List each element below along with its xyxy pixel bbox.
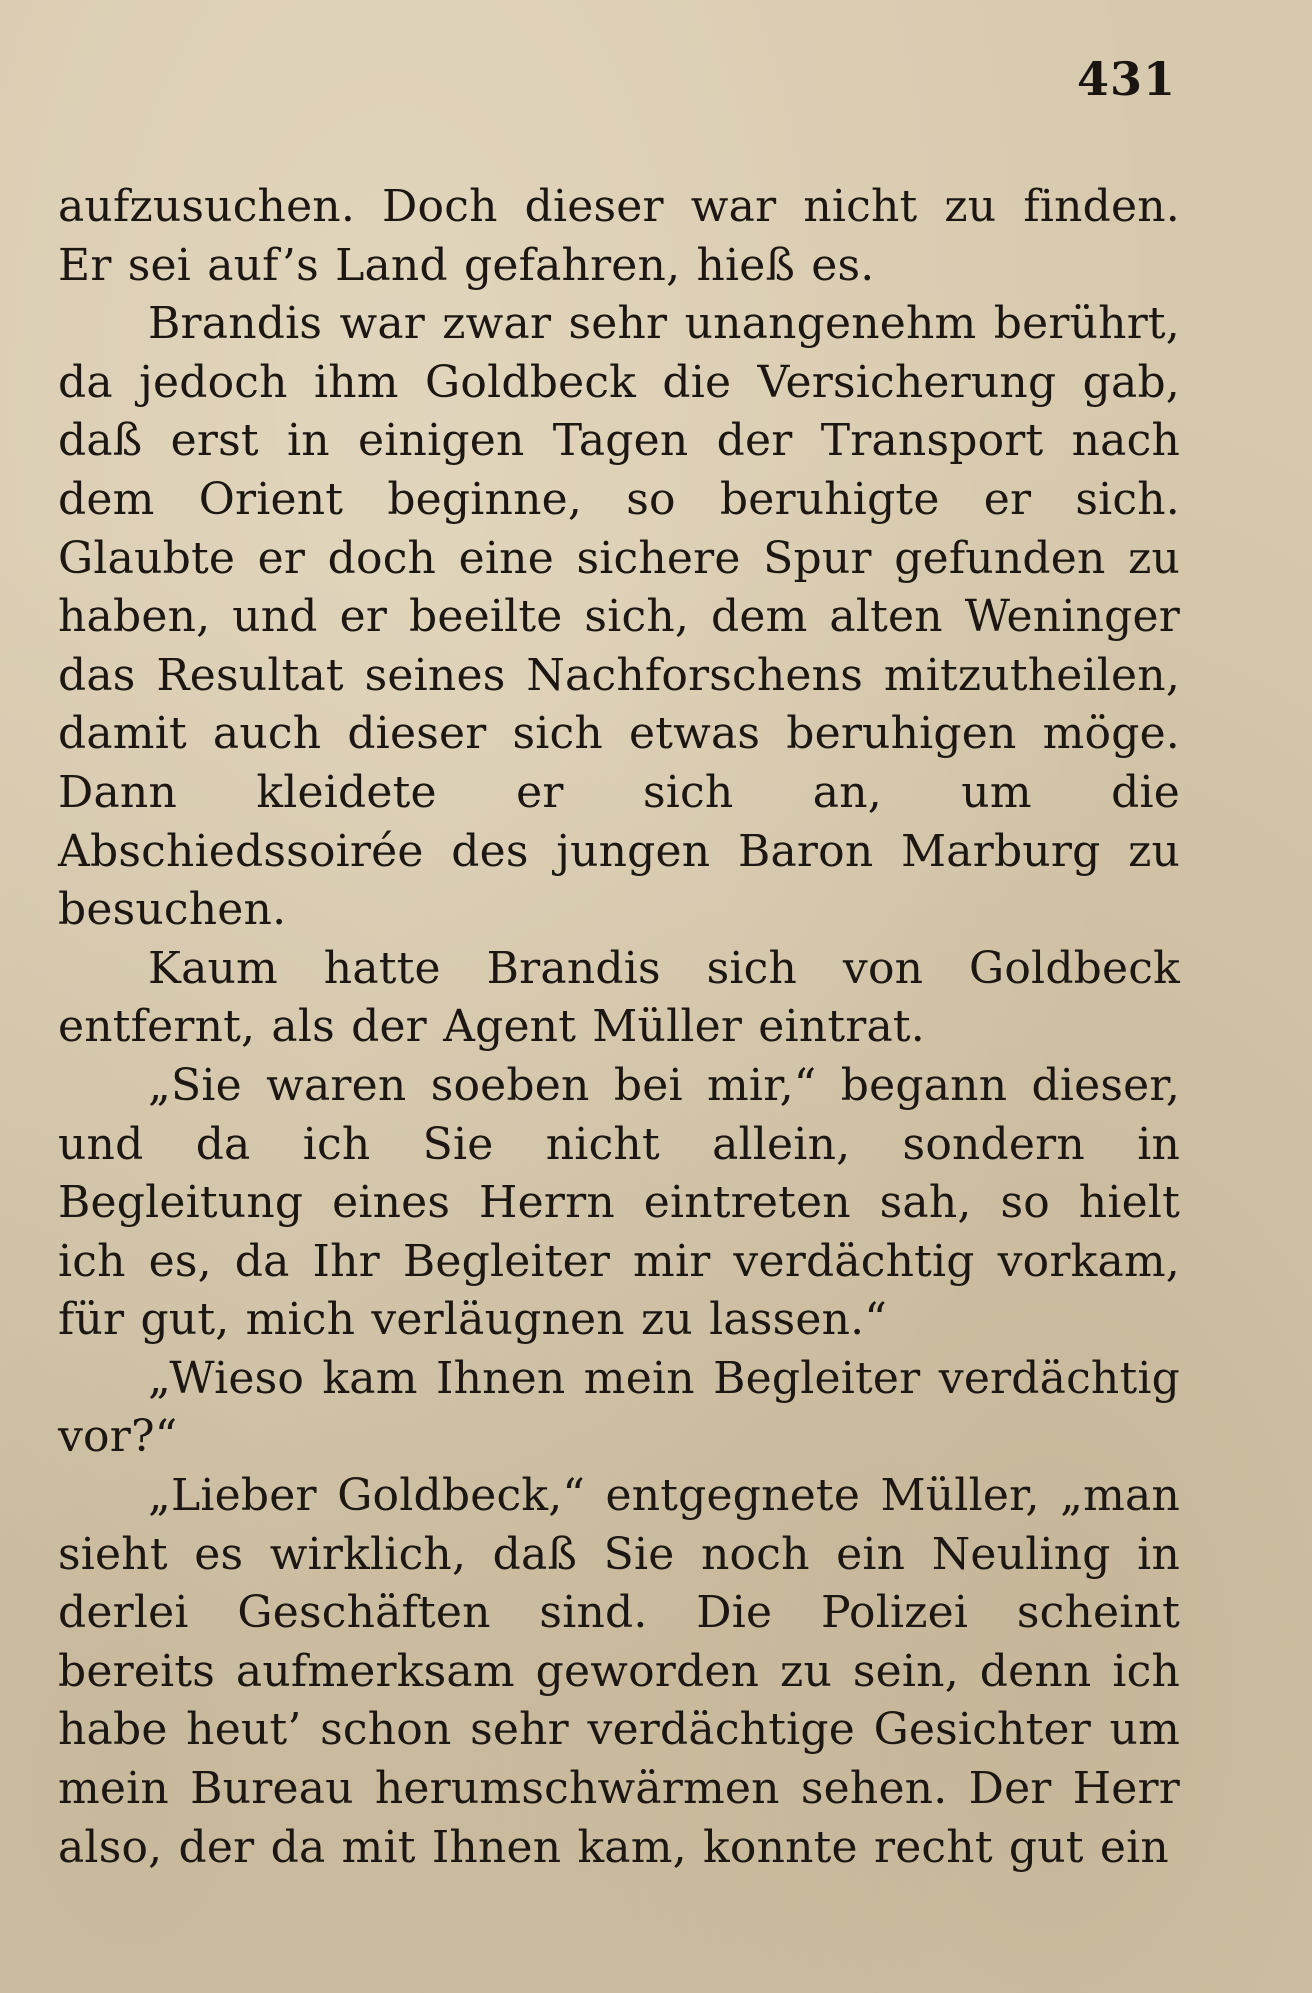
paragraph-4: „Sie waren soeben bei mir,“ begann dieser, und da ich Sie nicht allein, sondern in Begleitung eines Herrn eintreten sah, so hielt ich es, da Ihr Begleiter mir verdächtig vorkam, für gut, mich verläugnen zu lassen.“: [58, 1059, 1180, 1346]
paragraph-3: Kaum hatte Brandis sich von Goldbeck entfernt, als der Agent Müller eintrat.: [58, 942, 1180, 1053]
body-text: [58, 178, 1180, 1877]
paragraph-2: Brandis war zwar sehr unangenehm berührt, da jedoch ihm Goldbeck die Versicherung gab, daß erst in einigen Tagen der Transport nach dem Orient beginne, so beruhigte er sich. Glaubte er doch eine sichere Spur gefunden zu haben, und er beeilte sich, dem alten Weninger das Resultat seines Nachforschens mitzutheilen, damit auch dieser sich etwas beruhigen möge. Dann kleidete er sich an, um die Abschiedssoirée des jungen Baron Marburg zu besuchen.: [58, 298, 1180, 936]
paragraph-5: „Wieso kam Ihnen mein Begleiter verdächtig vor?“: [58, 1352, 1180, 1463]
paragraph-6: „Lieber Goldbeck,“ entgegnete Müller, „man sieht es wirklich, daß Sie noch ein Neuling in derlei Geschäften sind. Die Polizei scheint bereits aufmerksam geworden zu sein, denn ich habe heut’ schon sehr verdächtige Gesichter um mein Bureau herumschwärmen sehen. Der Herr also, der da mit Ihnen kam, konnte recht gut ein: [58, 1470, 1180, 1873]
paragraph-1: aufzusuchen. Doch dieser war nicht zu finden. Er sei auf’s Land gefahren, hieß es.: [58, 181, 1180, 291]
page-number: 431: [1076, 52, 1176, 106]
